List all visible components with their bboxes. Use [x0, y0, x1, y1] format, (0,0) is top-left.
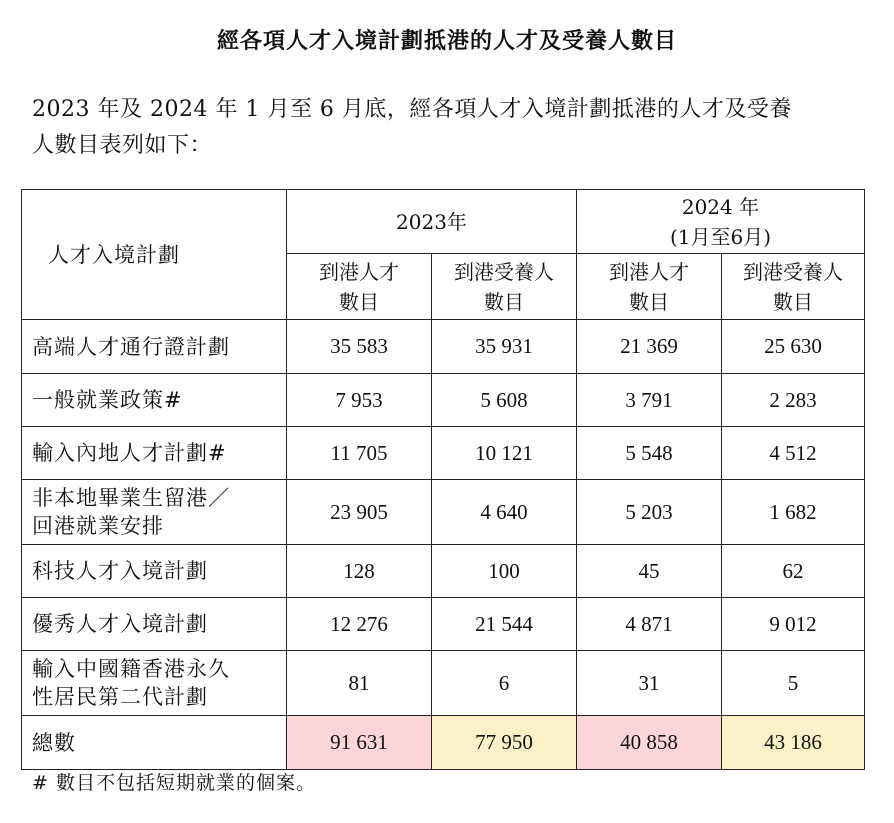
table-cell: 3 791 [577, 374, 722, 427]
total-label: 總數 [22, 716, 287, 770]
table-cell: 31 [577, 651, 722, 716]
table-cell: 45 [577, 545, 722, 598]
year-2024-header [577, 190, 865, 254]
year-2023-header: 2023年 [287, 190, 577, 254]
talent-count-header-2024 [577, 254, 722, 320]
table-cell: 5 203 [577, 480, 722, 545]
intro-line-1: 2023 年及 2024 年 1 月至 6 月底，經各項人才入境計劃抵港的人才及受養 [32, 97, 792, 122]
year-2024-label: 2024 年 [681, 194, 760, 219]
table-row [22, 427, 865, 480]
total-cell: 40 858 [577, 716, 722, 770]
scheme-name: 優秀人才入境計劃 [22, 598, 287, 651]
table-cell: 7 953 [287, 374, 432, 427]
table-cell: 1 682 [722, 480, 865, 545]
table-cell: 25 630 [722, 320, 865, 374]
table-row [22, 374, 865, 427]
intro-line-2: 人數目表列如下： [32, 133, 213, 158]
table-cell: 81 [287, 651, 432, 716]
dependant-count-header-2024 [722, 254, 865, 320]
page-title: 經各項人才入境計劃抵港的人才及受養人數目 [216, 28, 677, 54]
scheme-name: 科技人才入境計劃 [22, 545, 287, 598]
table-cell: 10 121 [432, 427, 577, 480]
table-cell: 4 512 [722, 427, 865, 480]
footnote: # 數目不包括短期就業的個案。 [32, 772, 316, 794]
table-cell: 11 705 [287, 427, 432, 480]
scheme-name: 輸入內地人才計劃# [22, 427, 287, 480]
table-row [22, 651, 865, 716]
total-row [22, 716, 865, 770]
table-cell: 35 583 [287, 320, 432, 374]
table-row [22, 545, 865, 598]
header-line: 到港人才 [319, 259, 399, 284]
intro-paragraph [32, 92, 872, 164]
header-line: 數目 [773, 289, 813, 314]
table-cell: 100 [432, 545, 577, 598]
table-cell: 6 [432, 651, 577, 716]
table-row [22, 480, 865, 545]
table-cell: 5 548 [577, 427, 722, 480]
total-cell: 91 631 [287, 716, 432, 770]
table-cell: 12 276 [287, 598, 432, 651]
year-2024-period: (1月至6月) [669, 224, 772, 249]
table-cell: 2 283 [722, 374, 865, 427]
scheme-name [22, 480, 287, 545]
scheme-name-line: 非本地畢業生留港／ [32, 486, 230, 510]
header-line: 數目 [629, 289, 669, 314]
table-cell: 35 931 [432, 320, 577, 374]
header-line: 到港受養人 [454, 259, 554, 284]
scheme-name-line: 性居民第二代計劃 [32, 685, 208, 709]
table-cell: 4 871 [577, 598, 722, 651]
header-line: 到港受養人 [743, 259, 843, 284]
table-cell: 21 369 [577, 320, 722, 374]
total-cell: 77 950 [432, 716, 577, 770]
table-cell: 128 [287, 545, 432, 598]
scheme-name-line: 回港就業安排 [32, 514, 164, 538]
dependant-count-header-2023 [432, 254, 577, 320]
scheme-name: 一般就業政策# [22, 374, 287, 427]
table-cell: 5 608 [432, 374, 577, 427]
scheme-name-line: 輸入中國籍香港永久 [32, 657, 230, 681]
header-line: 到港人才 [609, 259, 689, 284]
talent-arrivals-table [21, 189, 865, 770]
header-line: 數目 [339, 289, 379, 314]
talent-count-header-2023 [287, 254, 432, 320]
table-cell: 9 012 [722, 598, 865, 651]
table-cell: 4 640 [432, 480, 577, 545]
total-cell: 43 186 [722, 716, 865, 770]
table-cell: 5 [722, 651, 865, 716]
table-cell: 21 544 [432, 598, 577, 651]
scheme-column-header: 人才入境計劃 [22, 190, 287, 320]
table-cell: 23 905 [287, 480, 432, 545]
table-row [22, 598, 865, 651]
table-row [22, 320, 865, 374]
header-line: 數目 [484, 289, 524, 314]
scheme-name [22, 651, 287, 716]
scheme-name: 高端人才通行證計劃 [22, 320, 287, 374]
table-cell: 62 [722, 545, 865, 598]
